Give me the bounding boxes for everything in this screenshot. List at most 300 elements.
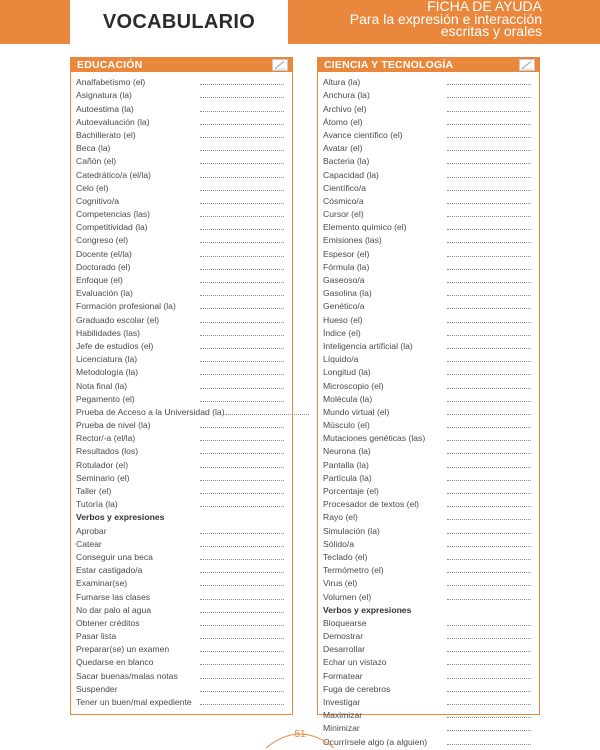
vocab-term: Porcentaje (el) <box>323 486 379 496</box>
answer-blank[interactable] <box>200 226 284 230</box>
vocab-entry <box>71 100 292 113</box>
answer-blank[interactable] <box>200 345 284 349</box>
vocab-entry <box>71 667 292 680</box>
science-column-header <box>318 58 539 72</box>
answer-blank[interactable] <box>200 253 284 257</box>
vocab-entry <box>71 391 292 404</box>
vocab-term: Demostrar <box>323 631 364 642</box>
answer-blank[interactable] <box>200 609 284 613</box>
vocab-entry <box>71 166 292 179</box>
vocab-term: Emisiones (las) <box>323 235 382 246</box>
vocab-term: Investigar <box>323 697 361 707</box>
vocab-term: Pasar lista <box>76 631 117 642</box>
answer-blank[interactable] <box>447 213 531 217</box>
answer-blank[interactable] <box>200 108 284 112</box>
answer-blank[interactable] <box>447 648 531 652</box>
vocab-term: Capacidad (la) <box>323 169 379 180</box>
header-line-3: escritas y orales <box>440 23 542 39</box>
vocab-entry <box>71 206 292 219</box>
vocab-term: Sólido/a <box>323 538 355 549</box>
vocab-entry <box>71 575 292 588</box>
answer-blank[interactable] <box>447 160 531 164</box>
vocab-entry <box>318 667 539 680</box>
vocab-term: Longitud (la) <box>323 367 371 378</box>
vocab-term: Cursor (el) <box>323 209 364 220</box>
answer-blank[interactable] <box>447 543 531 547</box>
answer-blank[interactable] <box>447 332 531 336</box>
vocab-entry <box>318 259 539 272</box>
vocab-entry <box>318 588 539 601</box>
answer-blank[interactable] <box>447 635 531 639</box>
vocab-term: Prueba de Acceso a la Universidad (la) <box>76 406 225 417</box>
vocab-entry <box>71 483 292 496</box>
vocab-entry <box>71 694 292 707</box>
answer-blank[interactable] <box>447 358 531 362</box>
vocab-entry <box>71 259 292 272</box>
vocab-entry <box>318 100 539 113</box>
vocab-entry <box>71 180 292 193</box>
vocab-entry <box>318 549 539 562</box>
answer-blank[interactable] <box>200 187 284 191</box>
vocab-term: Doctorado (el) <box>76 261 131 272</box>
vocab-term: Simulación (la) <box>323 525 380 536</box>
vocab-term: Espesor (el) <box>323 248 370 259</box>
vocab-term: Evaluación (la) <box>76 288 133 299</box>
vocab-term: Autoestima (la) <box>76 103 134 114</box>
answer-blank[interactable] <box>447 437 531 441</box>
vocab-entry <box>318 193 539 206</box>
answer-blank[interactable] <box>447 714 531 718</box>
vocab-entry <box>318 733 539 746</box>
vocab-entry <box>318 180 539 193</box>
vocab-term: Virus (el) <box>323 578 358 589</box>
vocab-entry <box>318 522 539 535</box>
vocab-entry <box>318 140 539 153</box>
vocab-term: Taller (el) <box>76 486 112 496</box>
vocab-entry <box>71 87 292 100</box>
answer-blank[interactable] <box>200 635 284 639</box>
vocab-term: Partícula (la) <box>323 472 372 483</box>
answer-blank[interactable] <box>200 556 284 560</box>
vocab-entry <box>318 404 539 417</box>
pencil-icon <box>272 59 288 71</box>
vocab-term: Tener un buen/mal expediente <box>76 697 192 707</box>
vocab-entry <box>318 338 539 351</box>
answer-blank[interactable] <box>200 81 284 85</box>
vocab-term: Resultados (los) <box>76 446 139 457</box>
vocab-term: Desarrollar <box>323 644 366 655</box>
vocab-entry <box>318 417 539 430</box>
vocab-entry <box>318 285 539 298</box>
science-word-list <box>318 72 539 747</box>
answer-blank[interactable] <box>200 174 284 178</box>
answer-blank[interactable] <box>200 134 284 138</box>
answer-blank[interactable] <box>200 200 284 204</box>
answer-blank[interactable] <box>447 147 531 151</box>
answer-blank[interactable] <box>447 701 531 705</box>
vocab-term: Echar un vistazo <box>323 657 387 668</box>
answer-blank[interactable] <box>200 569 284 573</box>
vocab-entry <box>71 114 292 127</box>
answer-blank[interactable] <box>447 108 531 112</box>
answer-blank[interactable] <box>200 239 284 243</box>
vocab-term: Suspender <box>76 683 118 694</box>
vocab-term: Avance científico (el) <box>323 129 403 140</box>
answer-blank[interactable] <box>200 701 284 705</box>
vocab-term: Hueso (el) <box>323 314 363 325</box>
vocab-term: Rayo (el) <box>323 512 358 523</box>
vocab-entry <box>71 615 292 628</box>
vocab-entry <box>318 377 539 390</box>
vocab-entry <box>71 456 292 469</box>
vocab-entry <box>318 496 539 509</box>
answer-blank[interactable] <box>447 727 531 731</box>
answer-blank[interactable] <box>200 490 284 494</box>
vocab-term: Maximizar <box>323 710 363 721</box>
vocab-entry <box>71 628 292 641</box>
vocab-entry <box>71 193 292 206</box>
vocab-entry <box>71 377 292 390</box>
vocab-entry <box>318 509 539 522</box>
vocab-entry <box>71 443 292 456</box>
answer-blank[interactable] <box>447 675 531 679</box>
vocab-term: Bachillerato (el) <box>76 129 136 140</box>
vocab-term: Cañón (el) <box>76 156 117 167</box>
vocab-entry <box>71 285 292 298</box>
answer-blank[interactable] <box>447 556 531 560</box>
vocab-term: Rector/-a (el/la) <box>76 433 136 444</box>
vocab-entry <box>71 153 292 166</box>
answer-blank[interactable] <box>200 424 284 428</box>
vocab-term: Competitividad (la) <box>76 222 148 233</box>
vocab-term: Genético/a <box>323 301 365 312</box>
vocab-term: Jefe de estudios (el) <box>76 340 154 351</box>
vocab-term: Fuga de cerebros <box>323 683 391 694</box>
page-title: VOCABULARIO <box>102 10 256 33</box>
vocab-term: Licenciatura (la) <box>76 354 138 365</box>
answer-blank[interactable] <box>200 292 284 296</box>
vocab-entry <box>71 430 292 443</box>
vocab-term: Quedarse en blanco <box>76 657 154 668</box>
vocab-term: Celo (el) <box>76 182 109 193</box>
vocab-term: Habilidades (las) <box>76 327 141 338</box>
vocab-term: Altura (la) <box>323 77 361 88</box>
vocab-term: Gaseoso/a <box>323 275 365 285</box>
vocab-term: Bacteria (la) <box>323 156 370 167</box>
vocab-entry <box>318 206 539 219</box>
vocab-entry <box>71 404 292 417</box>
answer-blank[interactable] <box>447 424 531 428</box>
vocab-term: Nota final (la) <box>76 380 128 391</box>
answer-blank[interactable] <box>200 213 284 217</box>
answer-blank[interactable] <box>200 147 284 151</box>
vocab-term: Fórmula (la) <box>323 261 370 272</box>
vocab-entry <box>71 588 292 601</box>
education-column-header <box>71 58 292 72</box>
education-column <box>70 57 293 715</box>
answer-blank[interactable] <box>200 94 284 98</box>
vocab-entry <box>71 562 292 575</box>
answer-blank[interactable] <box>200 160 284 164</box>
vocab-entry <box>318 219 539 232</box>
vocab-term: No dar palo al agua <box>76 604 152 615</box>
vocab-entry <box>71 338 292 351</box>
vocab-term: Pegamento (el) <box>76 393 135 404</box>
vocab-entry <box>318 364 539 377</box>
answer-blank[interactable] <box>447 94 531 98</box>
header-subtitle-block <box>350 0 542 38</box>
vocab-entry <box>318 615 539 628</box>
vocab-term: Catear <box>76 538 102 549</box>
answer-blank[interactable] <box>447 411 531 415</box>
vocab-entry <box>318 483 539 496</box>
answer-blank[interactable] <box>200 464 284 468</box>
vocab-term: Elemento químico (el) <box>323 222 407 233</box>
vocab-entry <box>71 602 292 615</box>
vocab-term: Estar castigado/a <box>76 565 143 576</box>
answer-blank[interactable] <box>447 516 531 520</box>
vocab-term: Volumen (el) <box>323 591 372 602</box>
vocab-entry <box>318 707 539 720</box>
vocab-term: Minimizar <box>323 723 360 734</box>
vocab-entry <box>318 720 539 733</box>
vocab-entry <box>318 470 539 483</box>
answer-blank[interactable] <box>200 582 284 586</box>
vocab-entry <box>71 272 292 285</box>
vocab-entry <box>71 311 292 324</box>
vocab-entry <box>71 245 292 258</box>
vocab-entry <box>318 694 539 707</box>
vocab-term: Bloquearse <box>323 617 367 628</box>
answer-blank[interactable] <box>200 279 284 283</box>
vocab-term: Sacar buenas/malas notas <box>76 670 178 681</box>
vocab-entry <box>318 575 539 588</box>
answer-blank[interactable] <box>200 398 284 402</box>
vocab-term: Competencias (las) <box>76 209 151 220</box>
vocab-entry <box>318 430 539 443</box>
vocab-entry <box>71 417 292 430</box>
answer-blank[interactable] <box>200 530 284 534</box>
answer-blank[interactable] <box>447 503 531 507</box>
vocab-term: Catedrático/a (el/la) <box>76 169 151 180</box>
vocab-entry <box>71 74 292 87</box>
vocab-entry <box>318 114 539 127</box>
vocab-entry <box>71 364 292 377</box>
answer-blank[interactable] <box>447 582 531 586</box>
header-line-2: Para la expresión e interacción <box>349 10 542 27</box>
vocab-term: Músculo (el) <box>323 420 370 431</box>
answer-blank[interactable] <box>447 569 531 573</box>
vocab-term: Examinar(se) <box>76 578 128 589</box>
answer-blank[interactable] <box>447 490 531 494</box>
vocab-entry <box>71 536 292 549</box>
vocab-term: Índice (el) <box>323 327 361 338</box>
answer-blank[interactable] <box>447 741 531 745</box>
vocab-entry <box>71 549 292 562</box>
answer-blank[interactable] <box>200 305 284 309</box>
vocab-term: Conseguir una beca <box>76 551 153 562</box>
page-header <box>0 0 600 44</box>
vocab-term: Líquido/a <box>323 354 359 365</box>
vocab-term: Formatear <box>323 670 363 681</box>
vocab-entry <box>71 140 292 153</box>
vocab-entry <box>318 153 539 166</box>
answer-blank[interactable] <box>447 622 531 626</box>
vocab-entry <box>318 641 539 654</box>
vocab-entry <box>318 245 539 258</box>
vocabulary-label-box <box>70 0 288 44</box>
answer-blank[interactable] <box>200 596 284 600</box>
vocab-entry <box>318 166 539 179</box>
education-word-list <box>71 72 292 707</box>
answer-blank[interactable] <box>447 477 531 481</box>
vocab-entry <box>318 127 539 140</box>
vocab-term: Mundo virtual (el) <box>323 406 390 417</box>
answer-blank[interactable] <box>447 253 531 257</box>
answer-blank[interactable] <box>447 200 531 204</box>
answer-blank[interactable] <box>447 266 531 270</box>
vocab-term: Rotulador (el) <box>76 459 129 470</box>
answer-blank[interactable] <box>447 464 531 468</box>
vocab-term: Autoevaluación (la) <box>76 116 150 127</box>
answer-blank[interactable] <box>447 319 531 323</box>
vocab-term: Átomo (el) <box>323 116 363 127</box>
science-column-title: CIENCIA Y TECNOLOGÍA <box>324 59 454 71</box>
vocab-term: Formación profesional (la) <box>76 301 176 312</box>
section-heading <box>318 602 539 615</box>
answer-blank[interactable] <box>200 437 284 441</box>
vocab-entry <box>71 470 292 483</box>
answer-blank[interactable] <box>447 187 531 191</box>
answer-blank[interactable] <box>447 174 531 178</box>
answer-blank[interactable] <box>447 661 531 665</box>
answer-blank[interactable] <box>447 121 531 125</box>
answer-blank[interactable] <box>200 450 284 454</box>
answer-blank[interactable] <box>200 371 284 375</box>
answer-blank[interactable] <box>447 385 531 389</box>
vocab-term: Cognitivo/a <box>76 195 119 206</box>
answer-blank[interactable] <box>200 332 284 336</box>
answer-blank[interactable] <box>200 266 284 270</box>
section-heading <box>71 509 292 522</box>
vocab-entry <box>318 311 539 324</box>
answer-blank[interactable] <box>447 345 531 349</box>
vocab-term: Asignatura (la) <box>76 90 132 101</box>
page-number: 51 <box>294 729 306 740</box>
vocab-entry <box>318 87 539 100</box>
answer-blank[interactable] <box>200 477 284 481</box>
vocab-term: Científico/a <box>323 182 366 193</box>
vocab-term: Preparar(se) un examen <box>76 644 170 655</box>
answer-blank[interactable] <box>447 596 531 600</box>
vocab-term: Fumarse las clases <box>76 591 151 602</box>
answer-blank[interactable] <box>447 134 531 138</box>
vocab-entry <box>318 298 539 311</box>
header-line-1: FICHA DE AYUDA <box>427 0 542 14</box>
vocab-entry <box>71 522 292 535</box>
answer-blank[interactable] <box>200 385 284 389</box>
vocab-term: Inteligencia artificial (la) <box>323 340 413 351</box>
vocab-term: Microscopio (el) <box>323 380 384 391</box>
section-heading-text: Verbos y expresiones <box>76 512 165 523</box>
vocab-term: Archivo (el) <box>323 103 367 114</box>
vocab-entry <box>318 391 539 404</box>
vocab-entry <box>71 641 292 654</box>
answer-blank[interactable] <box>200 358 284 362</box>
answer-blank[interactable] <box>200 675 284 679</box>
vocab-entry <box>318 443 539 456</box>
answer-blank[interactable] <box>225 411 309 415</box>
vocab-entry <box>71 219 292 232</box>
section-heading-text: Verbos y expresiones <box>323 604 412 615</box>
vocab-term: Graduado escolar (el) <box>76 314 160 325</box>
vocab-entry <box>71 351 292 364</box>
vocab-term: Procesador de textos (el) <box>323 499 420 510</box>
answer-blank[interactable] <box>447 450 531 454</box>
answer-blank[interactable] <box>447 688 531 692</box>
answer-blank[interactable] <box>200 319 284 323</box>
answer-blank[interactable] <box>447 226 531 230</box>
vocab-term: Seminario (el) <box>76 472 130 483</box>
answer-blank[interactable] <box>447 305 531 309</box>
vocab-term: Avatar (el) <box>323 143 363 154</box>
vocab-entry <box>71 681 292 694</box>
answer-blank[interactable] <box>447 371 531 375</box>
answer-blank[interactable] <box>447 530 531 534</box>
vocab-entry <box>71 232 292 245</box>
answer-blank[interactable] <box>447 398 531 402</box>
vocab-term: Ocurrírsele algo (a alguien) <box>323 736 428 747</box>
vocab-term: Analfabetismo (el) <box>76 77 146 88</box>
vocab-entry <box>71 298 292 311</box>
answer-blank[interactable] <box>200 543 284 547</box>
vocab-term: Tutoría (la) <box>76 499 118 510</box>
vocab-term: Aprobar <box>76 525 107 536</box>
vocab-entry <box>318 628 539 641</box>
answer-blank[interactable] <box>447 292 531 296</box>
vocab-term: Mutaciones genéticas (las) <box>323 433 426 444</box>
vocab-term: Beca (la) <box>76 143 111 154</box>
vocab-term: Congreso (el) <box>76 235 129 246</box>
vocab-term: Teclado (el) <box>323 551 368 562</box>
vocab-term: Neurona (la) <box>323 446 371 457</box>
page-number-area <box>262 726 338 750</box>
answer-blank[interactable] <box>447 279 531 283</box>
vocab-term: Gasolina (la) <box>323 288 372 299</box>
vocab-entry <box>318 562 539 575</box>
answer-blank[interactable] <box>200 121 284 125</box>
vocab-term: Docente (el/la) <box>76 248 132 259</box>
answer-blank[interactable] <box>447 239 531 243</box>
answer-blank[interactable] <box>200 688 284 692</box>
education-column-title: EDUCACIÓN <box>77 59 143 71</box>
vocab-term: Metodología (la) <box>76 367 139 378</box>
answer-blank[interactable] <box>200 648 284 652</box>
vocab-entry <box>71 496 292 509</box>
vocab-term: Enfoque (el) <box>76 275 123 285</box>
answer-blank[interactable] <box>200 661 284 665</box>
answer-blank[interactable] <box>200 622 284 626</box>
vocab-term: Obtener créditos <box>76 617 140 628</box>
vocab-entry <box>318 456 539 469</box>
vocab-term: Cósmico/a <box>323 195 364 206</box>
vocab-term: Prueba de nivel (la) <box>76 420 151 431</box>
vocab-entry <box>71 325 292 338</box>
answer-blank[interactable] <box>447 81 531 85</box>
vocab-entry <box>318 232 539 245</box>
answer-blank[interactable] <box>200 503 284 507</box>
vocab-entry <box>71 127 292 140</box>
